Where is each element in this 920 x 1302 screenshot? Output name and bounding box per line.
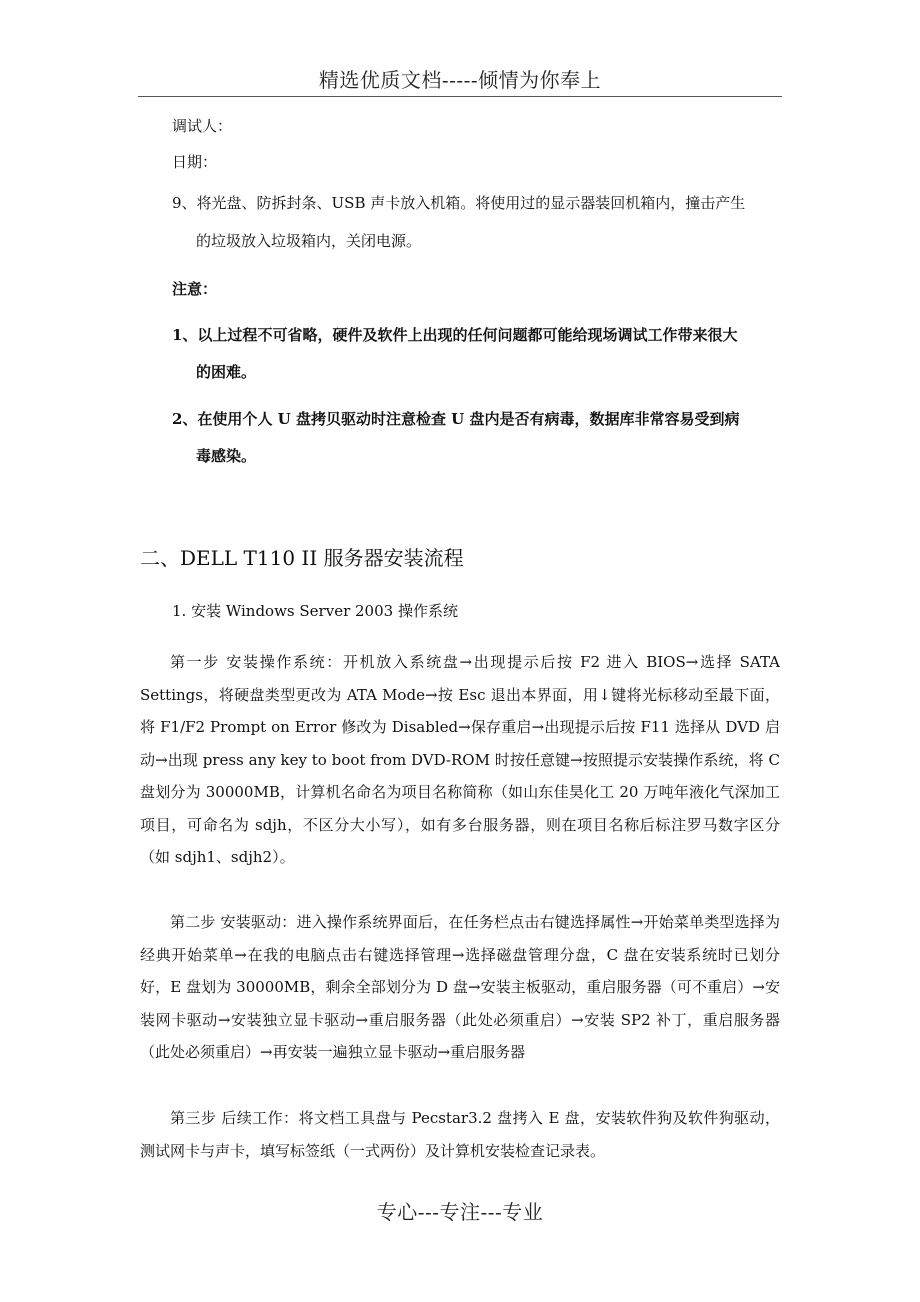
page-header-title: 精选优质文档-----倾情为你奉上 <box>318 68 602 92</box>
note-1-line2: 的困难。 <box>196 363 257 381</box>
step-1-paragraph: 第一步 安装操作系统：开机放入系统盘→出现提示后按 F2 进入 BIOS→选择 SATA Settings，将硬盘类型更改为 ATA Mode→按 Esc 退出本界面，用↓键将光标移动至最下面，将 F1/F2 Prompt on Error 修改为 Disabled→保存重启→出现提示后按 F11 选择从 DVD 启动→出现 press any key to boot from DVD-ROM 时按任意键→按照提示安装操作系统，将 C 盘划分为 30000MB，计算机名命名为项目名称简称（如山东佳昊化工 20 万吨年液化气深加工项目，可命名为 sdjh，不区分大小写），如有多台服务器，则在项目名称后标注罗马数字区分（如 sdjh1、sdjh2）。 <box>140 653 780 866</box>
header-divider <box>138 96 782 97</box>
step9-line1: 9、将光盘、防拆封条、USB 声卡放入机箱。将使用过的显示器装回机箱内，撞击产生 <box>172 194 746 212</box>
step-2-paragraph: 第二步 安装驱动：进入操作系统界面后，在任务栏点击右键选择属性→开始菜单类型选择为经典开始菜单→在我的电脑点击右键选择管理→选择磁盘管理分盘，C 盘在安装系统时已划分好，E 盘划为 30000MB，剩余全部划分为 D 盘→安装主板驱动，重启服务器（可不重启）→安装网卡驱动→安装独立显卡驱动→重启服务器（此处必须重启）→安装 SP2 补丁，重启服务器（此处必须重启）→再安装一遍独立显卡驱动→重启服务器 <box>140 913 780 1061</box>
note-1-line1: 1、以上过程不可省略，硬件及软件上出现的任何问题都可能给现场调试工作带来很大 <box>172 326 738 344</box>
section2-subheading: 1. 安装 Windows Server 2003 操作系统 <box>172 602 458 620</box>
note-2-line1: 2、在使用个人 U 盘拷贝驱动时注意检查 U 盘内是否有病毒，数据库非常容易受到病 <box>172 410 740 428</box>
notes-title: 注意： <box>172 280 218 298</box>
step-3-paragraph: 第三步 后续工作：将文档工具盘与 Pecstar3.2 盘拷入 E 盘，安装软件狗及软件狗驱动，测试网卡与声卡，填写标签纸（一式两份）及计算机安装检查记录表。 <box>140 1109 780 1160</box>
section2-heading: 二、DELL T110 II 服务器安装流程 <box>140 546 464 570</box>
note-2-line2: 毒感染。 <box>196 447 257 465</box>
date-label: 日期： <box>172 153 218 171</box>
step9-line2: 的垃圾放入垃圾箱内，关闭电源。 <box>196 232 422 250</box>
page-footer-text: 专心---专注---专业 <box>376 1200 544 1224</box>
debugger-label: 调试人： <box>172 117 233 135</box>
